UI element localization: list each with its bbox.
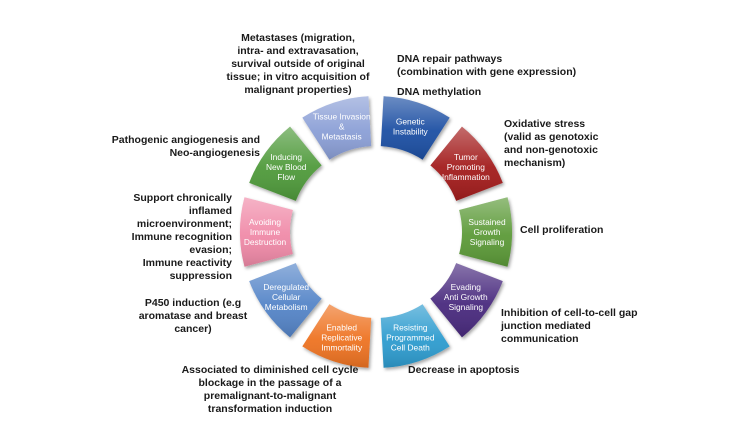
segment-label-line: Flow [277, 171, 296, 182]
segment-label-line: Resisting [393, 322, 428, 333]
annotation-gap-junction: Inhibition of cell-to-cell gap junction mediated communication [501, 307, 638, 345]
annotation-apoptosis: Decrease in apoptosis [408, 364, 520, 376]
segment-label-line: Sustained [468, 217, 506, 227]
annotation-oxidative-stress: Oxidative stress (valid as genotoxic and non-genotoxic mechanism) [504, 118, 599, 169]
segment-label-line: & [338, 121, 345, 132]
segment-label-line: Destruction [243, 237, 287, 247]
segment-label-genetic [393, 116, 429, 136]
segment-label-line: Replicative [321, 332, 363, 343]
segment-label-line: Metastasis [321, 131, 362, 142]
segment-label-growth [468, 217, 506, 247]
annotation-cell-cycle: Associated to diminished cell cycle blockage in the passage of a premalignant-to-malignant transformation induction [181, 364, 359, 415]
segment-label-line: Immune [249, 227, 281, 237]
segment-label-line: Growth [473, 227, 501, 237]
segment-label-immune [244, 217, 287, 247]
segment-label-line: Tumor [453, 151, 478, 162]
segment-label-line: Enabled [326, 322, 358, 333]
segment-label-line: Cell Death [390, 342, 430, 353]
segment-label-line: Inducing [270, 151, 303, 162]
segment-label-line: Avoiding [249, 217, 281, 227]
segment-label-line: Deregulated [263, 282, 310, 293]
segment-label-line: Instability [392, 126, 428, 137]
segment-label-line: Inflammation [441, 171, 490, 182]
segment-label-line: Promoting [446, 161, 485, 172]
segment-label-line: Signaling [469, 237, 505, 247]
annotation-angiogenesis: Pathogenic angiogenesis and Neo-angiogenesis [111, 134, 260, 159]
segment-label-line: Metabolism [264, 302, 308, 313]
segment-label-line: New Blood [265, 161, 307, 172]
segment-label-line: Cellular [271, 292, 301, 303]
segment-label-line: Tissue Invasion [312, 111, 371, 122]
segment-label-line: Immortality [321, 342, 363, 353]
segment-label-line: Programmed [386, 332, 435, 343]
segment-label-line: Anti Growth [443, 292, 488, 303]
annotation-dna-methylation: DNA methylation [397, 86, 482, 98]
annotation-immune: Support chronically inflamed microenvironment; Immune recognition evasion; Immune reactivity suppression [131, 192, 232, 282]
segment-label-line: Genetic [395, 116, 425, 127]
segment-label-immortality [321, 323, 363, 353]
annotation-dna-repair: DNA repair pathways (combination with gene expression) [397, 53, 577, 78]
segment-gloss-invasion [302, 96, 371, 159]
annotation-metastases: Metastases (migration, intra- and extravasation, survival outside of original tissue; in vitro acquisition of malignant properties) [226, 32, 370, 96]
annotation-cell-proliferation: Cell proliferation [520, 224, 604, 236]
segment-label-line: Signaling [448, 302, 484, 313]
annotation-p450: P450 induction (e.g aromatase and breast cancer) [138, 297, 248, 335]
segment-label-line: Evading [450, 282, 481, 293]
